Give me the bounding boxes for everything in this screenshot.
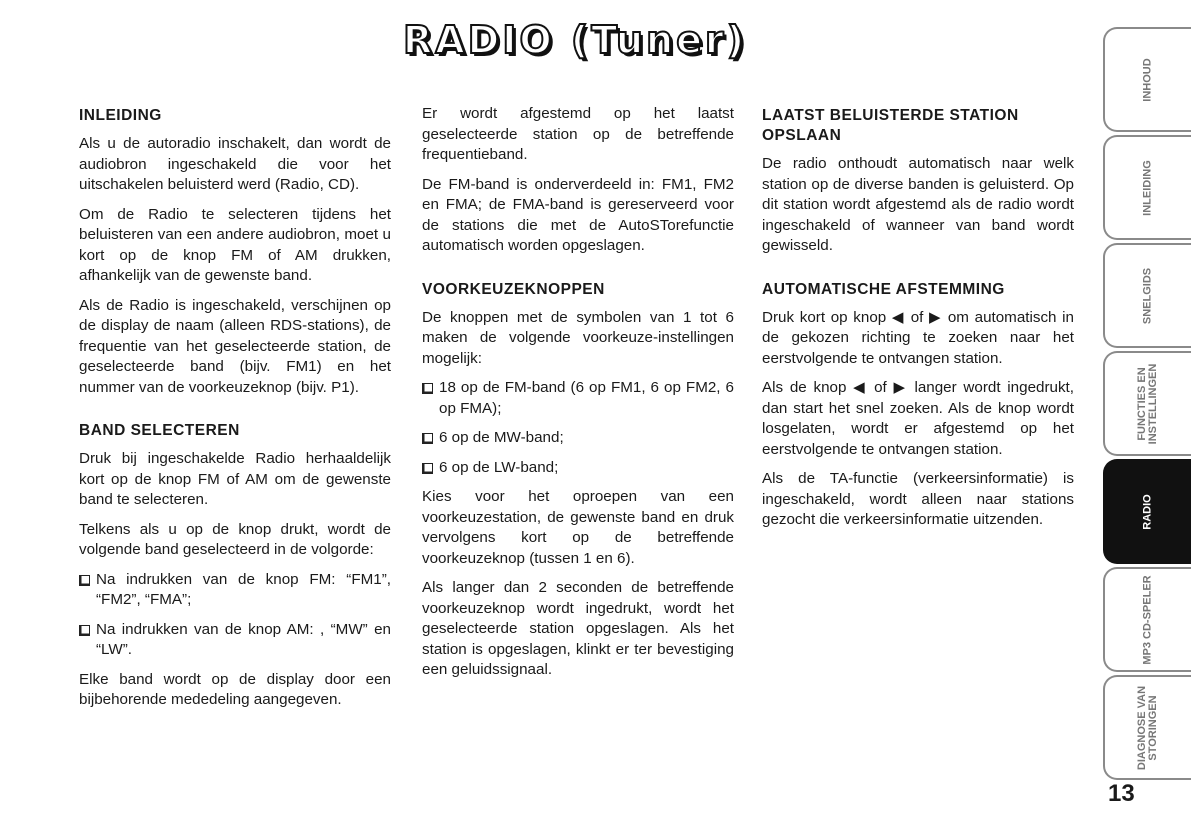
column-1	[79, 106, 391, 720]
tab-mp3-cd-speler[interactable]	[1103, 567, 1191, 672]
list-item	[422, 378, 734, 419]
tab-label: RADIO	[1141, 493, 1154, 530]
list-item-text: 6 op de LW-band;	[439, 458, 559, 476]
list-item	[79, 620, 391, 661]
paragraph: Druk bij ingeschakelde Radio herhaaldelijk kort op de knop FM of AM om de gewenste band te selecteren.	[79, 450, 391, 508]
tab-label: DIAGNOSE VAN STORINGEN	[1136, 685, 1159, 770]
paragraph: Om de Radio te selecteren tijdens het beluisteren van een andere audiobron, moet u kort op de knop FM of AM drukken, afhankelijk van de gewenste band.	[79, 205, 391, 284]
tab-functies-en-instellingen[interactable]	[1103, 351, 1191, 456]
tab-radio[interactable]	[1103, 459, 1191, 564]
tab-snelgids[interactable]	[1103, 243, 1191, 348]
list-item	[422, 428, 734, 449]
paragraph: Als u de autoradio inschakelt, dan wordt de audiobron ingeschakeld die voor het uitschakelen beluisterd werd (Radio, CD).	[79, 135, 391, 193]
paragraph: Elke band wordt op de display door een bijbehorende mededeling aangegeven.	[79, 670, 391, 708]
paragraph: Druk kort op knop ◀ of ▶ om automatisch in de gekozen richting te zoeken naar het eerstvolgende te ontvangen station.	[762, 308, 1074, 367]
page-number: 13	[1108, 780, 1135, 807]
checkbox-bullet-icon	[422, 463, 433, 474]
paragraph: Als langer dan 2 seconden de betreffende voorkeuzeknop wordt ingedrukt, wordt het geselecteerde station opgeslagen. Als het station is opgeslagen, klinkt er ter bevestiging een geluidssignaal.	[422, 579, 734, 678]
tab-inhoud[interactable]	[1103, 27, 1191, 132]
paragraph: Telkens als u op de knop drukt, wordt de volgende band geselecteerd in de volgorde:	[79, 520, 391, 558]
heading-inleiding: INLEIDING	[79, 107, 162, 124]
column-3	[762, 106, 1074, 540]
paragraph: Kies voor het oproepen van een voorkeuzestation, de gewenste band en druk vervolgens kort op de betreffende voorkeuzeknop (tussen 1 en 6).	[422, 488, 734, 567]
checkbox-bullet-icon	[422, 433, 433, 444]
page-title: RADIO (Tuner)	[403, 18, 747, 62]
paragraph: De knoppen met de symbolen van 1 tot 6 maken de volgende voorkeuze-instellingen mogelijk:	[422, 308, 734, 367]
tab-label: FUNCTIES EN INSTELLINGEN	[1136, 363, 1159, 444]
checkbox-bullet-icon	[79, 625, 90, 636]
paragraph: Er wordt afgestemd op het laatst geselecteerde station op de betreffende frequentieband.	[422, 105, 734, 163]
list-item	[79, 570, 391, 611]
list-item-text: 18 op de FM-band (6 op FM1, 6 op FM2, 6 op FMA);	[439, 379, 734, 417]
tab-inleiding[interactable]	[1103, 135, 1191, 240]
heading-voorkeuzeknoppen: VOORKEUZEKNOPPEN	[422, 280, 605, 298]
tab-label: INHOUD	[1141, 57, 1154, 102]
list-item	[422, 458, 734, 479]
list-item-text: Na indrukken van de knop FM: “FM1”, “FM2”, “FMA”;	[96, 570, 391, 608]
paragraph: De radio onthoudt automatisch naar welk station op de diverse banden is geluisterd. Op dit station wordt afgestemd als de radio wordt ingeschakeld of wanneer van band wordt gewisseld.	[762, 155, 1074, 254]
list-item-text: 6 op de MW-band;	[439, 429, 564, 446]
tab-label: SNELGIDS	[1141, 267, 1154, 324]
paragraph: De FM-band is onderverdeeld in: FM1, FM2 en FMA; de FMA-band is gereserveerd voor de stations die met de AutoSTorefunctie automatisch worden opgeslagen.	[422, 175, 734, 254]
tab-label: INLEIDING	[1141, 159, 1154, 216]
list-item-text: Na indrukken van de knop AM: , “MW” en “LW”.	[96, 620, 391, 658]
heading-band-selecteren: BAND SELECTEREN	[79, 422, 240, 439]
heading-laatst-beluisterde: LAATST BELUISTERDE STATION OPSLAAN	[762, 107, 1019, 144]
section-tabs	[1103, 27, 1191, 783]
paragraph: Als de knop ◀ of ▶ langer wordt ingedrukt, dan start het snel zoeken. Als de knop wordt losgelaten, wordt er afgestemd op het eerstvolgende te ontvangen station.	[762, 379, 1074, 458]
tab-diagnose-van-storingen[interactable]	[1103, 675, 1191, 780]
column-2	[422, 104, 734, 690]
heading-automatische-afstemming: AUTOMATISCHE AFSTEMMING	[762, 280, 1005, 298]
tab-label: MP3 CD-SPELER	[1141, 574, 1154, 665]
paragraph: Als de Radio is ingeschakeld, verschijnen op de display de naam (alleen RDS-stations), de frequentie van het geselecteerde station, de geselecteerde band (bijv. FM1) en het nummer van de voorkeuzeknop (bijv. P1).	[79, 296, 391, 396]
paragraph: Als de TA-functie (verkeersinformatie) is ingeschakeld, wordt alleen naar stations gezocht die verkeersinformatie uitzenden.	[762, 470, 1074, 528]
checkbox-bullet-icon	[79, 575, 90, 586]
checkbox-bullet-icon	[422, 383, 433, 394]
